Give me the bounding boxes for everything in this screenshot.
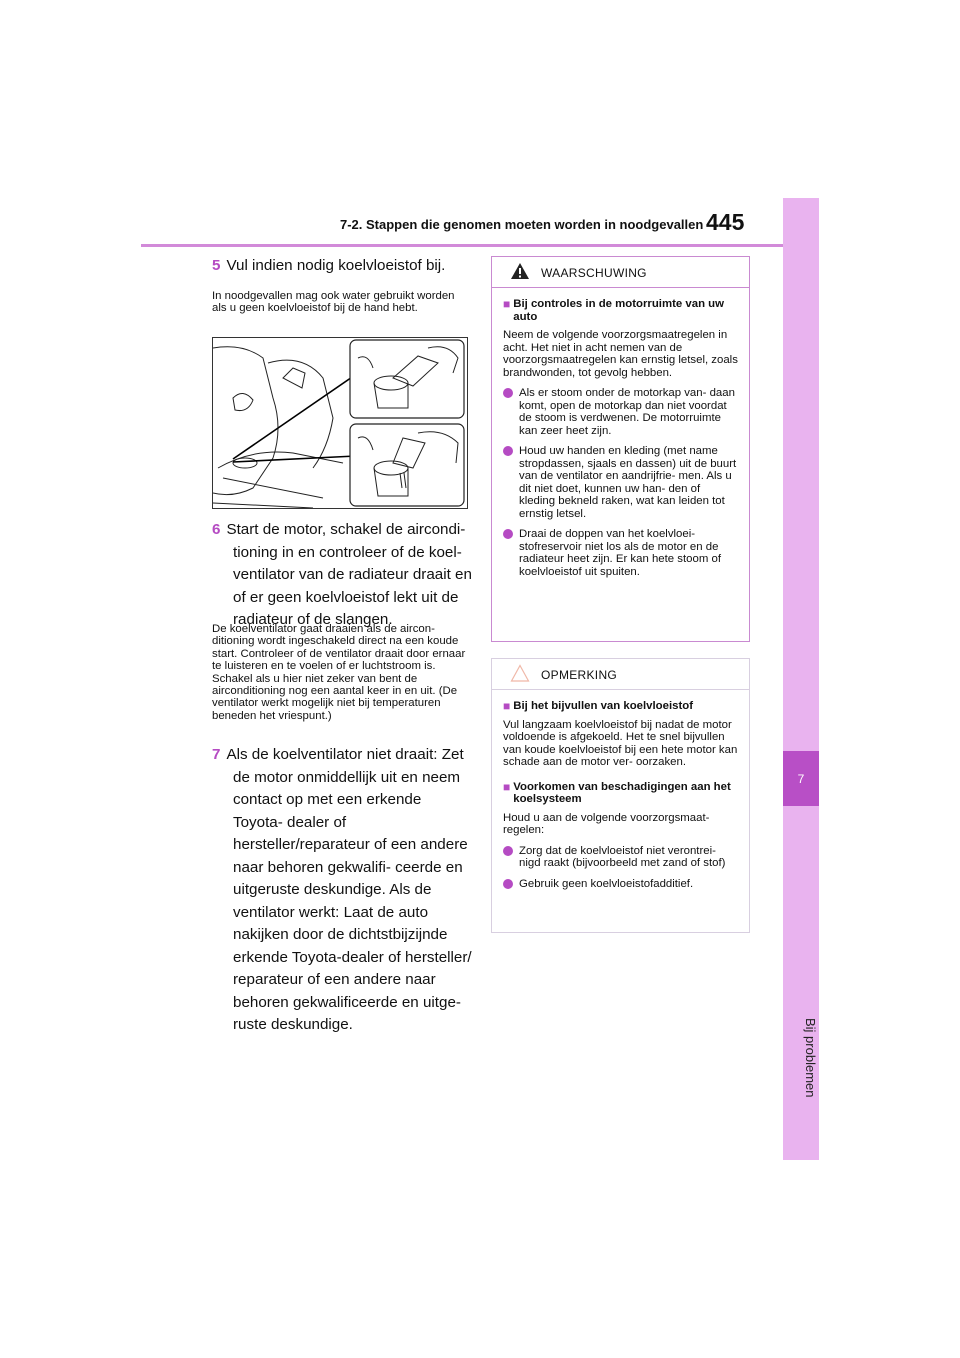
notice-text: Vul langzaam koelvloeistof bij nadat de motor voldoende is afgekoeld. Het te snel bijvullen van koude koelvloeistof bij een hete motor kan schade aan de motor ver- oorzaken. [503,718,738,768]
step-7 [212,744,472,1037]
warning-bullet: Als er stoom onder de motorkap van- daan komt, open de motorkap dan niet voordat de stoom is verdwenen. De motorruimte kan zeer heet zijn. [503,387,739,437]
notice-heading: ■ Bij het bijvullen van koelvloeistof [503,699,694,713]
bullet-icon [503,846,513,856]
step-number: 7 [212,746,221,763]
square-bullet-icon: ■ [503,297,511,311]
warning-bullet: Draai de doppen van het koelvloei- stofreservoir niet los als de motor en de radiateur heet zijn. Er kan hete stoom of koelvloeistof uit spuiten. [503,528,739,578]
header-divider [141,244,783,247]
square-bullet-icon: ■ [503,699,511,713]
bullet-icon [503,446,513,456]
warning-box [491,256,750,642]
bullet-icon [503,529,513,539]
step-5 [212,255,472,278]
engine-illustration-svg [213,338,468,509]
warning-title: WAARSCHUWING [541,266,647,280]
chapter-sidebar [783,198,819,1160]
notice-heading: ■ Voorkomen van beschadigingen aan het koelsysteem [503,779,731,805]
notice-bullet: Zorg dat de koelvloeistof niet verontrei- nigd raakt (bijvoorbeeld met zand of stof) [503,845,739,870]
step-text: Start de motor, schakel de aircondi- [226,521,466,538]
notice-box [491,658,750,933]
square-bullet-icon: ■ [503,779,511,794]
warning-heading: ■ Bij controles in de motorruimte van uw auto [503,297,725,323]
section-title: 7-2. Stappen die genomen moeten worden in noodgevallen [340,217,704,232]
note-ventilator: De koelventilator gaat draaien als de aircon- ditioning wordt ingeschakeld direct na een koude start. Controleer of de ventilator draait door ernaar te luisteren en te voelen of er luchtstroom is. Schakel als u hier niet zeker van bent de airconditioning nog een aantal keer in en uit. (De ventilator werkt mogelijk niet bij temperaturen beneden het vriespunt.) [212,623,466,722]
warning-header [492,257,749,288]
step-text-continued: tioning in en controleer of de koel- ventilator van de radiateur draait en of er geen koelvloeistof lekt uit de radiateur of de slangen. [233,543,472,628]
warning-bullet: Houd uw handen en kleding (met name stropdassen, sjaals en dassen) uit de buurt van de ventilator en aandrijfrie- men. Als u dit niet doet, kunnen uw han- den of kleding bekneld raken, wat kan leiden tot ernstig letsel. [503,445,739,520]
step-text-continued: de motor onmiddellijk uit en neem contact op met een erkende Toyota- dealer of hersteller/reparateur of een andere naar behoren gekwalifi- ceerde en uitgeruste deskundige. Als de ventilator werkt: Laat de auto nakijken door de dichtstbijzijnde erkende Toyota-dealer of hersteller/ reparateur of een andere naar behoren gekwalificeerde en uitge- ruste deskundige. [233,768,472,1033]
step-text: Vul indien nodig koelvloeistof bij. [226,257,446,274]
step-number: 6 [212,521,221,538]
page-number: 445 [706,209,745,235]
engine-coolant-illustration [212,337,468,509]
step-6 [212,519,472,632]
warning-triangle-icon [510,262,530,280]
step-text: Als de koelventilator niet draait: Zet [226,746,464,763]
step-number: 5 [212,257,221,274]
notice-title: OPMERKING [541,668,618,682]
chapter-tab[interactable]: 7 [783,751,819,806]
notice-header [492,659,749,690]
warning-intro: Neem de volgende voorzorgsmaatregelen in acht. Het niet in acht nemen van de voorzorgsmaatregelen kan ernstig letsel, zoals brandwonden, tot gevolg hebben. [503,329,738,379]
bullet-icon [503,879,513,889]
chapter-label: Bij problemen [803,1018,818,1098]
notice-bullet: Gebruik geen koelvloeistofadditief. [503,878,739,891]
notice-triangle-icon [510,664,530,682]
note-water: In noodgevallen mag ook water gebruikt worden als u geen koelvloeistof bij de hand hebt. [212,290,455,315]
bullet-icon [503,388,513,398]
notice-text: Houd u aan de volgende voorzorgsmaat- regelen: [503,811,710,836]
